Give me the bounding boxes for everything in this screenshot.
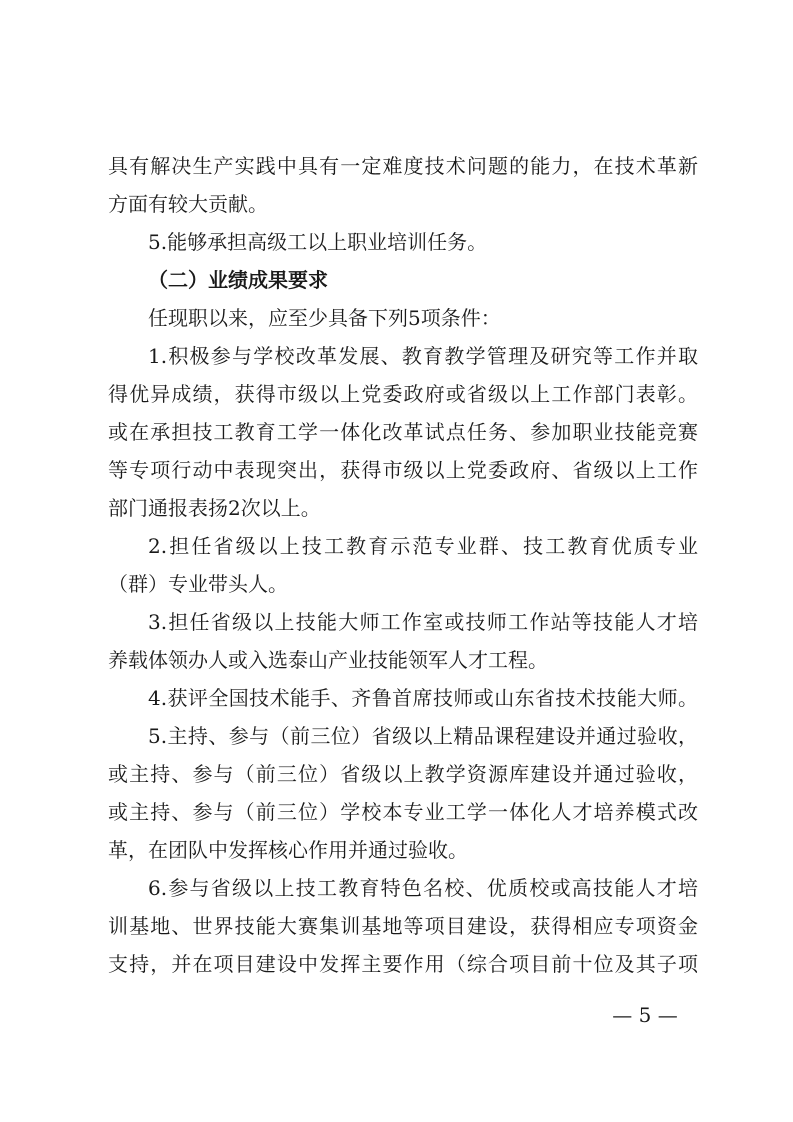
list-item-1-line: 1.积极参与学校改革发展、教育教学管理及研究等工作并取	[148, 344, 698, 368]
list-item-1-line: 得优异成绩，获得市级以上党委政府或省级以上工作部门表彰。	[108, 382, 698, 406]
list-item-3-line: 3.担任省级以上技能大师工作室或技师工作站等技能人才培	[148, 610, 698, 634]
list-item-5-line: 或主持、参与（前三位）省级以上教学资源库建设并通过验收，	[108, 762, 698, 786]
page-number: — 5 —	[612, 1003, 678, 1027]
list-item-5-line: 5.主持、参与（前三位）省级以上精品课程建设并通过验收，	[148, 724, 698, 748]
body-text-line: 具有解决生产实践中具有一定难度技术问题的能力，在技术革新	[108, 154, 698, 178]
list-item-5-line: 或主持、参与（前三位）学校本专业工学一体化人才培养模式改	[108, 800, 698, 824]
list-item-2-line: 2.担任省级以上技工教育示范专业群、技工教育优质专业	[148, 534, 698, 558]
body-text-line: 方面有较大贡献。	[108, 192, 268, 216]
section-heading: （二）业绩成果要求	[148, 268, 328, 292]
list-item-2-line: （群）专业带头人。	[108, 572, 288, 596]
list-item-5-line: 革，在团队中发挥核心作用并通过验收。	[108, 838, 468, 862]
intro-paragraph: 任现职以来，应至少具备下列5项条件：	[148, 306, 501, 330]
list-item-6-line: 支持，并在项目建设中发挥主要作用（综合项目前十位及其子项	[108, 952, 698, 976]
list-item-1-line: 等专项行动中表现突出，获得市级以上党委政府、省级以上工作	[108, 458, 698, 482]
list-item-6-line: 6.参与省级以上技工教育特色名校、优质校或高技能人才培	[148, 876, 698, 900]
list-item-1-line: 部门通报表扬2次以上。	[108, 496, 321, 520]
list-item-1-line: 或在承担技工教育工学一体化改革试点任务、参加职业技能竞赛	[108, 420, 698, 444]
list-item-4-line: 4.获评全国技术能手、齐鲁首席技师或山东省技术技能大师。	[148, 686, 698, 710]
list-item-6-line: 训基地、世界技能大赛集训基地等项目建设，获得相应专项资金	[108, 914, 698, 938]
list-item-3-line: 养载体领办人或入选泰山产业技能领军人才工程。	[108, 648, 548, 672]
list-item-5-talent-training: 5.能够承担高级工以上职业培训任务。	[148, 230, 488, 254]
